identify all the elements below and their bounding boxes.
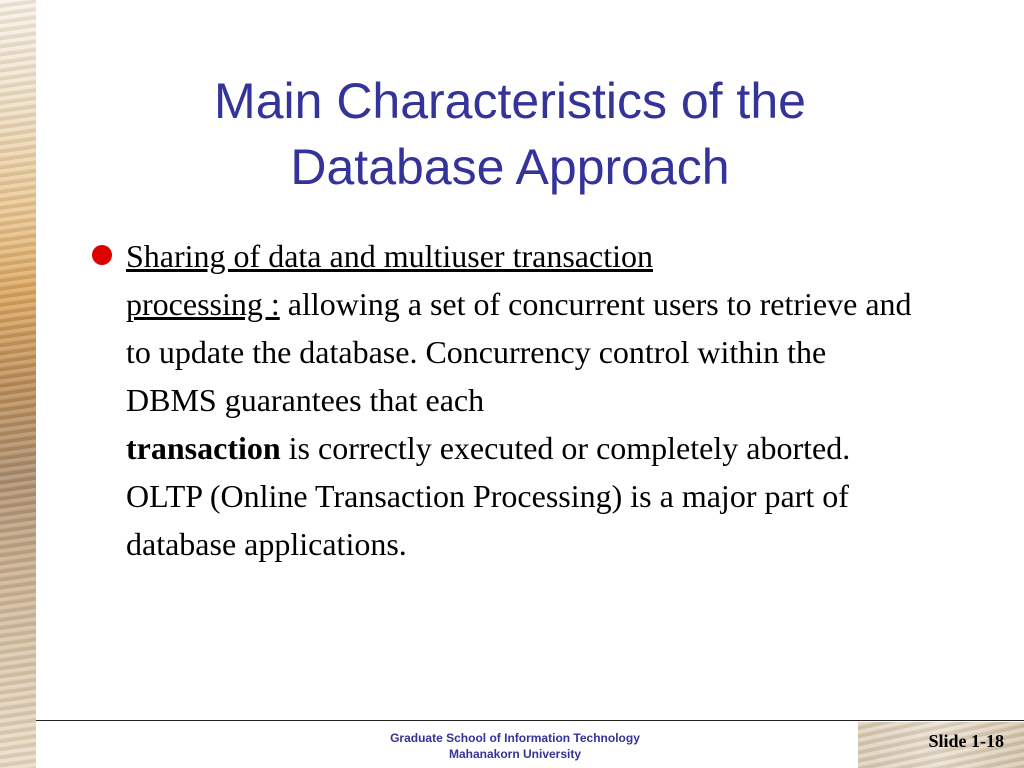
bullet-heading-line2: processing : — [126, 286, 280, 322]
slide-number: Slide 1-18 — [928, 731, 1004, 751]
bullet-bold-term: transaction — [126, 430, 281, 466]
bullet-text — [126, 232, 922, 568]
slide-title — [110, 68, 910, 200]
bullet-item — [92, 232, 922, 568]
decorative-side-strip — [0, 0, 36, 768]
bullet-dot-icon — [92, 245, 112, 265]
slide-title-line1: Main Characteristics of the — [214, 73, 806, 129]
bullet-body-part2: is correctly executed or completely aborted. OLTP (Online Transaction Processing) is a major part of database applications. — [126, 430, 851, 562]
footer-line1: Graduate School of Information Technology — [390, 731, 640, 745]
slide-title-line2: Database Approach — [290, 139, 730, 195]
bullet-body-part1: allowing a set of concurrent users to retrieve and to update the database. Concurrency control within the DBMS guarantees that each — [126, 286, 912, 418]
footer-line2: Mahanakorn University — [448, 747, 582, 761]
slide-number-box — [858, 722, 1024, 768]
bullet-heading-line1: Sharing of data and multiuser transaction — [126, 238, 653, 274]
footer-divider — [36, 720, 1024, 721]
footer-institution — [300, 730, 730, 762]
